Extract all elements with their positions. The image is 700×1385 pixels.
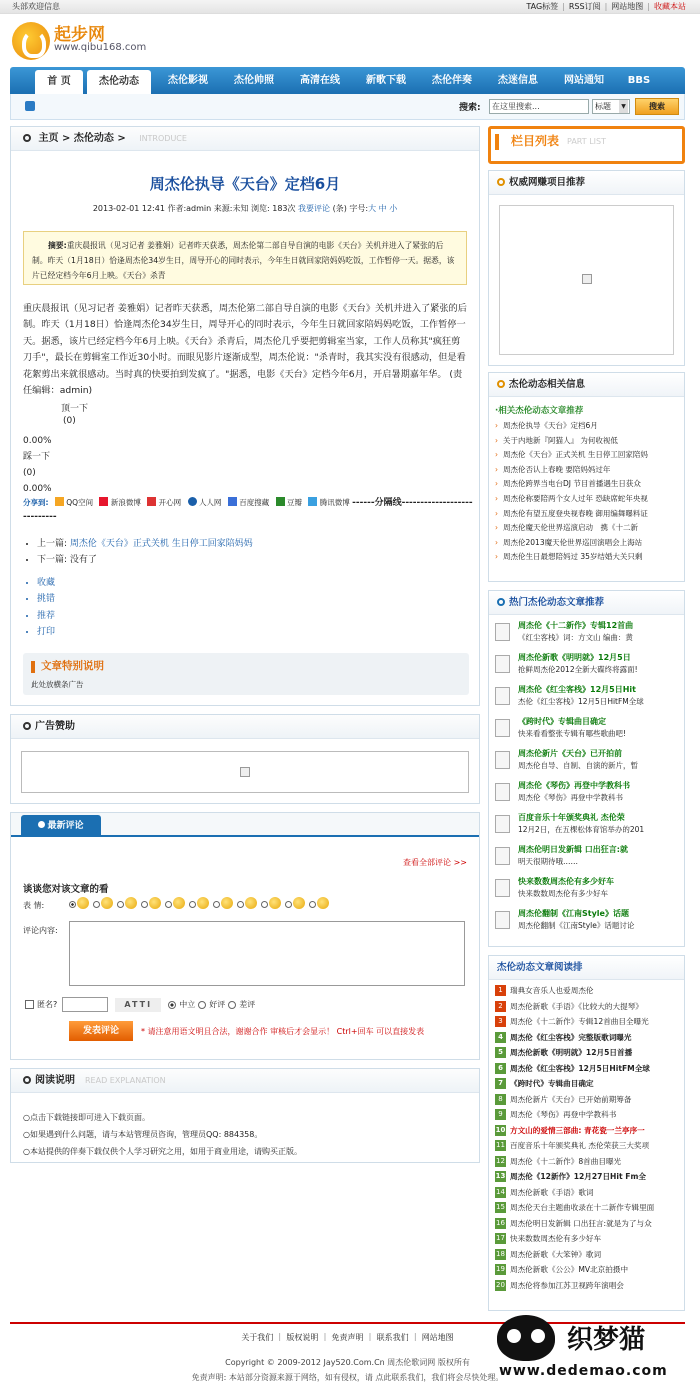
mood-good: 好评 (209, 1000, 226, 1009)
rank-number: 19 (496, 1265, 505, 1274)
statement: 免责声明: 本站部分资源来源于网络，如有侵权，请 点此联系我们，我们将会尽快处理。 (191, 1373, 504, 1382)
watermark (495, 1315, 695, 1385)
emoticon-option[interactable] (261, 897, 281, 911)
rank-number: 1 (495, 985, 506, 996)
rec-title: 权威网赚项目推荐 (509, 177, 586, 188)
rank-title: 周杰伦新歌《大笨钟》歌词 (510, 1249, 602, 1259)
down-pct: 0.00% (23, 484, 52, 494)
renren-icon (188, 497, 197, 506)
note-body: 此处放横条广告 (31, 680, 84, 689)
comment-tip: * 请注意用语文明且合法，谢谢合作 审核后才会显示！ Ctrl+回车 可以直接发表 (141, 1027, 425, 1036)
search-label: 搜索: (459, 103, 481, 113)
rank-item[interactable] (495, 1030, 678, 1046)
hot-item-title[interactable]: 百度音乐十年颁奖典礼 杰伦荣 (518, 813, 625, 822)
hot-item-title[interactable]: 周杰伦明日发新辑 口出狂言:就 (518, 845, 628, 854)
hot-item-desc: 周杰伦自导、自制、自演的新片，暂 (518, 761, 638, 770)
article-summary (23, 231, 467, 285)
reading-item: ○点击下载链接即可进入下载页面。 (23, 1113, 150, 1122)
hot-item-title[interactable]: 周杰伦新歌《明明就》12月5日 (518, 653, 631, 662)
note-marker (31, 661, 35, 673)
up-label: 顶一下 (61, 404, 89, 414)
comment-textarea[interactable] (69, 921, 465, 986)
share-label: 分享到: (23, 498, 49, 507)
bullet-icon (23, 134, 31, 142)
crumb-sep: > (61, 133, 71, 144)
related-list (489, 416, 684, 568)
related-sub: ·相关杰伦动态文章推荐 (495, 406, 584, 416)
submit-comment-button[interactable]: 发表评论 (69, 1021, 133, 1041)
nav-photos[interactable]: 杰伦帅照 (234, 75, 274, 86)
douban-icon (276, 497, 285, 506)
tag-link[interactable]: TAG标签 (526, 2, 559, 11)
rank-number: 6 (495, 1063, 506, 1074)
related-item[interactable]: › 周杰伦生日最想陪妈过 35岁结婚大关只剩 (495, 550, 678, 565)
related-item[interactable]: › 周杰伦称要陪两个女人过年 恐缺席蛇年央视 (495, 492, 678, 507)
rec-panel (488, 170, 685, 366)
logo-domain: www.qibu168.com (54, 42, 147, 53)
comment-count: (条) (332, 204, 347, 213)
digg-up[interactable] (61, 401, 88, 426)
rank-item[interactable] (495, 1154, 678, 1170)
rank-item[interactable] (495, 983, 678, 999)
rank-title: 百度音乐十年颁奖典礼 杰伦荣获三大奖项 (510, 1141, 650, 1150)
bullet-icon (497, 598, 505, 606)
sitemap-link[interactable]: 网站地图 (611, 2, 644, 11)
hot-item[interactable] (489, 682, 684, 714)
rank-title: 《跨时代》专辑曲目确定 (510, 1079, 594, 1088)
rank-title: 周杰伦天台主题曲收录在十二新作专辑里面 (510, 1203, 655, 1212)
crumb-en: INTRODUCE (139, 134, 187, 143)
rank-item[interactable] (495, 1123, 678, 1139)
mood-good-radio[interactable] (198, 1001, 206, 1009)
summary-text: 重庆晨报讯（见习记者 姜雅娟）记者昨天获悉，周杰伦第二部自导自演的电影《天台》关机并进入了紧张的后制。昨天（1月18日）恰逢周杰伦34岁生日，周导开心的同时表示，今年生日就回家陪妈妈吃饭，工作暂停一天。据悉，该片已经定档今年6月上映。《天台》杀青 (32, 241, 455, 280)
crumb-home[interactable]: 主页 (38, 133, 59, 144)
tab-latest-comments[interactable] (21, 815, 101, 837)
nav-movies[interactable]: 杰伦影视 (168, 75, 208, 86)
thumbnail-image[interactable] (495, 751, 510, 769)
favorite-link[interactable]: 收藏 (37, 578, 56, 588)
bullet-icon (497, 178, 505, 186)
footer-contact[interactable]: 联系我们 (376, 1333, 409, 1342)
article-body: 重庆晨报讯（见习记者 姜雅娟）记者昨天获悉，周杰伦第二部自导自演的电影《天台》关机并进入了紧张的后制。昨天（1月18日）恰逢周杰伦34岁生日，周导开心的同时表示，今年生日就回家陪妈妈吃饭，工作暂停一天。据悉，该片已经定档今年6月上映。《天台》杀青后，周杰伦几乎要把剪辑室当家，工作人员称其"疯狂剪刀手"，最长在剪辑室工作近30小时。而眼见影片逐渐成型，周杰伦说："杀青时，我其实没有很感动，但是看花絮剪出来就很感动。当时真的快要拍到发疯了。"据悉，电影《天台》定档今年6月，开启暑期嘉年华。 (责任编辑：admin) (23, 303, 467, 397)
hot-item[interactable] (489, 778, 684, 810)
next-label: 下一篇: (37, 555, 68, 565)
divider-line: ------分隔线---------------------------- (23, 498, 473, 522)
rank-title: 周杰伦《红尘客栈》12月5日HitFM全球 (510, 1063, 650, 1073)
main-nav (10, 67, 685, 94)
anon-row (25, 997, 255, 1012)
print-link[interactable]: 打印 (37, 626, 56, 637)
qzone-icon (55, 497, 64, 506)
emoticon-option[interactable] (165, 897, 185, 911)
hot-item-desc: 周杰伦翻制《江南Style》话题讨论 (518, 921, 635, 930)
rank-number: 16 (496, 1218, 505, 1227)
logo-title: 起步网 (54, 25, 105, 45)
rec-header (489, 171, 684, 195)
hot-item-desc: 快来看看整张专辑有哪些歌曲吧! (518, 729, 627, 738)
related-item[interactable]: › 周杰伦跨界当电台DJ 节目首播遇生日获众 (495, 477, 678, 492)
rank-title: 周杰伦新歌《明明就》12月5日首播 (510, 1048, 633, 1057)
thumbnail-image[interactable] (495, 655, 510, 673)
part-list-title: 栏目列表 (511, 134, 560, 148)
nav-online[interactable]: 高清在线 (300, 75, 340, 86)
summary-label: 摘要: (48, 241, 67, 250)
tencent-weibo-icon (308, 497, 317, 506)
hot-item[interactable] (489, 714, 684, 746)
rank-header: 杰伦动态文章阅读排 (489, 956, 684, 980)
thumbnail-image[interactable] (495, 783, 510, 801)
article-title: 周杰伦执导《天台》定档6月 (149, 175, 341, 193)
nav-fans[interactable]: 杰迷信息 (498, 75, 538, 86)
watermark-url: www.dedemao.com (499, 1363, 668, 1379)
rank-item[interactable] (495, 1169, 678, 1185)
font-medium[interactable]: 中 (378, 204, 387, 213)
rank-number: 2 (495, 1001, 506, 1012)
rss-icon (25, 101, 35, 111)
rank-title: 周杰伦新歌《公公》MV北京拍摄中 (510, 1265, 629, 1274)
related-item[interactable]: › 周杰伦2013魔天伦世界巡回演唱会上海站 (495, 536, 678, 551)
hot-title: 热门杰伦动态文章推荐 (509, 597, 605, 608)
reading-item: ○如果遇到什么问题，请与本站管理员咨询，管理员QQ: 884358。 (23, 1130, 263, 1139)
hot-item[interactable] (489, 842, 684, 874)
nav-download[interactable]: 新歌下载 (366, 75, 406, 86)
content-label: 评论内容: (23, 926, 58, 935)
share-baidu[interactable]: 百度搜藏 (239, 498, 270, 507)
emoticon-option[interactable] (285, 897, 305, 911)
welcome-text: 头部欢迎信息 (12, 2, 60, 11)
thumbnail-image[interactable] (495, 623, 510, 641)
up-pct: 0.00% (23, 436, 52, 446)
rank-number: 20 (496, 1280, 505, 1289)
rank-item[interactable] (495, 1076, 678, 1092)
prev-item (37, 536, 253, 552)
broken-image-icon (582, 274, 592, 284)
hot-item-title[interactable]: 周杰伦新片《天台》已开拍前 (518, 749, 622, 758)
reading-panel (10, 1068, 480, 1163)
crumb-section[interactable]: 杰伦动态 (73, 133, 114, 144)
hot-item[interactable] (489, 874, 684, 906)
nav-karaoke[interactable]: 杰伦伴奏 (432, 75, 472, 86)
comment-heading: 谈谈您对该文章的看 (23, 884, 109, 895)
hot-item-title[interactable]: 周杰伦《红尘客栈》12月5日Hit (518, 685, 636, 694)
related-item[interactable]: › 关于内地新『阿猫人』 为何收视低 (495, 434, 678, 449)
hot-item-title[interactable]: 快来数数周杰伦有多少好车 (518, 877, 614, 886)
related-item[interactable]: › 周杰伦有望五度登央视春晚 御用编舞曝料证 (495, 507, 678, 522)
rank-title: 周杰伦《十二新作》专辑12首曲目全曝光 (510, 1017, 649, 1026)
hot-item-desc: 抢鲜周杰伦2012全新大碟终将露面! (518, 665, 638, 674)
bullet-icon (38, 821, 45, 828)
bullet-icon (23, 1076, 31, 1084)
rank-title: 快来数数周杰伦有多少好车 (510, 1234, 602, 1243)
hot-item-desc: 12月2日，在五棵松体育馆举办的201 (518, 825, 645, 834)
article-meta (11, 203, 479, 214)
comment-panel (10, 812, 480, 1060)
copyright: Copyright © 2009-2012 Jay520.Com.Cn 周杰伦歌词网 版权所有 (225, 1358, 470, 1367)
bullet-icon (497, 380, 505, 388)
hot-item-title[interactable]: 周杰伦《十二新作》专辑12首曲 (518, 621, 634, 630)
part-list-en: PART LIST (567, 137, 606, 146)
down-label[interactable]: 踩一下 (23, 452, 51, 462)
footer-disclaimer[interactable]: 免责声明 (331, 1333, 364, 1342)
hot-item-title[interactable]: 周杰伦翻制《江南Style》话题 (518, 909, 629, 918)
next-text: 没有了 (69, 555, 97, 565)
rank-number: 14 (496, 1187, 505, 1196)
article-actions (37, 575, 55, 640)
rec-ad-slot[interactable] (499, 205, 674, 355)
share-douban[interactable]: 豆瓣 (287, 498, 302, 507)
nav-home[interactable]: 首 页 (35, 70, 83, 94)
hot-item-desc: 快来数数周杰伦有多少好车 (518, 889, 608, 898)
rank-number: 13 (495, 1172, 506, 1181)
captcha-input[interactable] (62, 997, 108, 1012)
top-bar: 头部欢迎信息 TAG标签 | RSS订阅 | 网站地图 | 收藏本站 (0, 0, 700, 14)
comment-link[interactable]: 我要评论 (298, 204, 331, 213)
hot-item-desc: 《红尘客栈》词：方文山 编曲：黄 (518, 633, 633, 642)
reading-list (23, 1109, 302, 1160)
rank-item[interactable] (495, 1014, 678, 1030)
mood-bad-radio[interactable] (228, 1001, 236, 1009)
ad-title: 广告赞助 (35, 721, 75, 732)
hot-item-desc: 周杰伦《琴伤》再登中学教科书 (518, 793, 623, 802)
rank-number: 8 (495, 1094, 506, 1105)
rank-item[interactable] (495, 1247, 678, 1263)
emoticon-option[interactable] (309, 897, 329, 911)
reading-item: ○本站提供的伴奏下载仅供个人学习研究之用，如用于商业用途，请购买正版。 (23, 1147, 302, 1156)
footer-copyright[interactable]: 版权说明 (286, 1333, 319, 1342)
rank-number: 4 (495, 1032, 506, 1043)
rank-item[interactable] (495, 1107, 678, 1123)
hot-item[interactable] (489, 746, 684, 778)
up-count: (0) (63, 416, 76, 426)
ad-header (11, 715, 479, 739)
share-renren[interactable]: 人人网 (198, 498, 222, 507)
hot-item[interactable] (489, 906, 684, 938)
font-small[interactable]: 小 (389, 204, 398, 213)
hot-item-title[interactable]: 周杰伦《琴伤》再登中学教科书 (518, 781, 630, 790)
footer-sitemap[interactable]: 网站地图 (421, 1333, 454, 1342)
search-type-select[interactable]: 标题 ▼ (592, 99, 630, 114)
footer-about[interactable]: 关于我们 (241, 1333, 274, 1342)
hot-item-desc: 明天很期待哦…… (518, 857, 578, 866)
rank-number: 11 (496, 1141, 505, 1150)
part-marker (495, 134, 499, 150)
hot-panel (488, 590, 685, 947)
rank-list (489, 980, 684, 1296)
share-tencent[interactable]: 腾讯微博 (319, 498, 350, 507)
rank-item[interactable] (495, 1061, 678, 1077)
related-header (489, 373, 684, 397)
related-title: 杰伦动态相关信息 (509, 379, 586, 390)
ad-panel (10, 714, 480, 804)
digg-stats (23, 433, 52, 497)
report-link[interactable]: 挑错 (37, 594, 56, 605)
hot-item[interactable] (489, 810, 684, 842)
related-item[interactable]: › 周杰伦否认上春晚 要陪妈妈过年 (495, 463, 678, 478)
next-item (37, 552, 253, 568)
rank-item[interactable] (495, 1262, 678, 1278)
related-item[interactable]: › 周杰伦执导《天台》定档6月 (495, 419, 678, 434)
rank-item[interactable] (495, 1200, 678, 1216)
mood-bad: 差评 (239, 1000, 256, 1009)
rank-number: 7 (495, 1078, 506, 1089)
emoticon-picker (69, 897, 329, 911)
weibo-icon (99, 497, 108, 506)
rank-title: 周杰伦《红尘客栈》完整版歌词曝光 (510, 1032, 632, 1042)
hot-item[interactable] (489, 618, 684, 650)
recommend-link[interactable]: 推荐 (37, 610, 56, 621)
related-panel (488, 372, 685, 582)
nav-notice[interactable]: 网站通知 (564, 75, 604, 86)
down-count: (0) (23, 468, 36, 478)
note-title: 文章特别说明 (41, 660, 104, 672)
broken-image-icon (240, 767, 250, 777)
rank-title: 周杰伦新歌《手语》《比较大的大提琴》 (510, 1001, 643, 1011)
logo-icon (12, 22, 50, 60)
prev-link[interactable]: 周杰伦《天台》正式关机 生日停工回家陪妈妈 (69, 539, 253, 549)
emoticon-option[interactable] (213, 897, 233, 911)
rank-title: 周杰伦《十二新作》8首曲目曝光 (510, 1156, 622, 1166)
share-qzone[interactable]: QQ空间 (66, 498, 94, 507)
emoticon-option[interactable] (117, 897, 137, 911)
emoticon-option[interactable] (141, 897, 161, 911)
rank-title: 周杰伦新歌《手语》歌词 (510, 1187, 594, 1197)
special-note (23, 653, 469, 695)
font-size-label: 字号: (349, 204, 369, 213)
nav-bbs[interactable]: BBS (627, 75, 651, 86)
rank-item[interactable] (495, 1185, 678, 1201)
rank-item[interactable] (495, 1045, 678, 1061)
rank-number: 5 (495, 1047, 506, 1058)
related-item[interactable]: › 周杰伦魔天伦世界巡演启动 携《十二新 (495, 521, 678, 536)
rank-item[interactable] (495, 1278, 678, 1294)
search-button[interactable]: 搜索 (635, 98, 679, 115)
search-bar (10, 94, 685, 120)
rank-panel (488, 955, 685, 1311)
related-item[interactable]: › 周杰伦《天台》正式关机 生日停工回家陪妈 (495, 448, 678, 463)
footer-links: 关于我们 ｜ 版权说明 ｜ 免责声明 ｜ 联系我们 ｜ 网站地图 (241, 1333, 454, 1342)
watermark-text: 织梦猫 (567, 1325, 646, 1355)
font-large[interactable]: 大 (368, 204, 377, 213)
bullet-icon (23, 722, 31, 730)
nav-news[interactable]: 杰伦动态 (87, 70, 151, 94)
rank-number: 15 (496, 1203, 505, 1212)
face-label: 表 情: (23, 901, 45, 910)
rank-number: 10 (495, 1125, 506, 1134)
breadcrumb (11, 127, 479, 151)
part-list-box (488, 126, 685, 164)
anon-checkbox[interactable] (25, 1000, 34, 1009)
thumbnail-image[interactable] (495, 687, 510, 705)
rank-title: 周杰伦新片《天台》已开始前期筹备 (510, 1094, 632, 1104)
search-input[interactable]: 在这里搜索... (489, 99, 589, 114)
rank-item[interactable] (495, 1231, 678, 1247)
reading-title: 阅读说明 (35, 1075, 75, 1086)
reading-header (11, 1069, 479, 1093)
anon-label: 匿名? (37, 1000, 58, 1009)
hot-header (489, 591, 684, 615)
rank-title: 周杰伦《琴伤》再登中学教科书 (510, 1110, 617, 1119)
rank-title: 周杰伦将参加江苏卫视跨年演唱会 (510, 1280, 624, 1290)
rank-item[interactable] (495, 1216, 678, 1232)
thumbnail-image[interactable] (495, 911, 510, 929)
rank-number: 18 (496, 1249, 505, 1258)
rank-title: 周杰伦《12新作》12月27日Hit Fm全 (510, 1172, 646, 1181)
emoticon-option[interactable] (93, 897, 113, 911)
crumb-sep-2: > (117, 133, 126, 144)
rank-title: 周杰伦明日发新辑 口出狂言:就是为了与众 (510, 1218, 652, 1228)
kaixin-icon (147, 497, 156, 506)
rank-item[interactable] (495, 1138, 678, 1154)
emoticon-option[interactable] (69, 897, 89, 911)
thumbnail-image[interactable] (495, 719, 510, 737)
rank-title: 瑞典女音乐人也爱周杰伦 (510, 986, 594, 995)
reading-en: READ EXPLANATION (85, 1076, 166, 1085)
baidu-icon (228, 497, 237, 506)
rank-item[interactable] (495, 999, 678, 1015)
share-bar (23, 496, 473, 524)
article-panel (10, 126, 480, 706)
emoticon-option[interactable] (237, 897, 257, 911)
hot-list (489, 615, 684, 938)
hot-item[interactable] (489, 650, 684, 682)
prev-next (37, 536, 253, 568)
meta-text: 2013-02-01 12:41 作者:admin 来源:未知 浏览: 183次 (92, 204, 296, 213)
site-logo[interactable] (12, 20, 162, 60)
rank-title: 方文山的爱情三部曲: 青花瓷一兰亭序一 (510, 1125, 645, 1135)
mood-neutral: 中立 (179, 1000, 196, 1009)
rank-number: 17 (496, 1234, 505, 1243)
rank-item[interactable] (495, 1092, 678, 1108)
hot-item-title[interactable]: 《跨时代》专辑曲目确定 (518, 717, 606, 726)
hot-item-desc: 杰伦《红尘客栈》12月5日HitFM全球 (518, 697, 644, 706)
rss-link[interactable]: RSS订阅 (568, 2, 601, 11)
thumbnail-image[interactable] (495, 879, 510, 897)
prev-label: 上一篇: (37, 539, 68, 549)
cat-icon (497, 1315, 555, 1361)
rank-number: 12 (496, 1156, 505, 1165)
thumbnail-image[interactable] (495, 815, 510, 833)
bookmark-link[interactable]: 收藏本站 (654, 2, 686, 11)
tab-label: 最新评论 (47, 821, 84, 831)
captcha-image[interactable]: ATTI (115, 998, 161, 1012)
thumbnail-image[interactable] (495, 847, 510, 865)
rank-number: 9 (495, 1109, 506, 1120)
share-weibo[interactable]: 新浪微博 (110, 498, 141, 507)
view-all-comments[interactable]: 查看全部评论 >> (403, 858, 467, 867)
mood-neutral-radio[interactable] (168, 1001, 176, 1009)
ad-slot[interactable] (21, 751, 469, 793)
rank-number: 3 (495, 1016, 506, 1027)
emoticon-option[interactable] (189, 897, 209, 911)
share-kaixin[interactable]: 开心网 (158, 498, 182, 507)
